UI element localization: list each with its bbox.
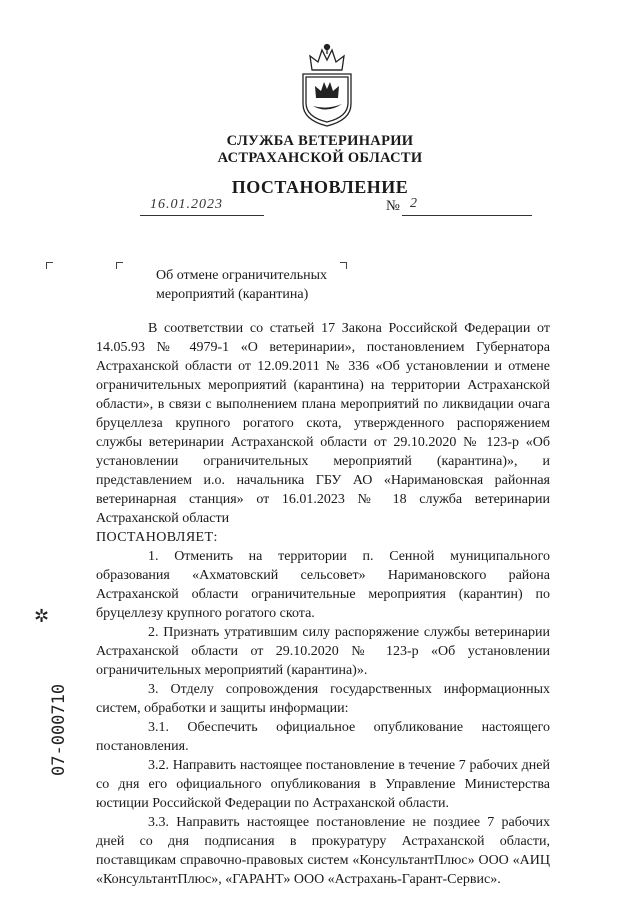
corner-mark-left <box>46 262 53 269</box>
preamble-paragraph: В соответствии со статьей 17 Закона Российской Федерации от 14.05.93 № 4979-1 «О ветеринарии», постановлением Губернатора Астраханской области от 12.09.2011 № 336 «Об установлении и отмене ограничительных мероприятий (карантина) на территории Астраханской области», в связи с выполнением плана мероприятий по ликвидации очага бруцеллеза крупного рогатого скота, утвержденного распоряжением службы ветеринарии Астраханской области от 29.10.2020 № 123-р «Об установлении ограничительных мероприятий (карантина)», и представлением и.о. начальника ГБУ АО «Наримановская районная ветеринарная станция» от 16.01.2023 № 18 служба ветеринарии Астраханской области <box>96 321 550 526</box>
date-field <box>140 199 264 216</box>
item-3-1: 3.1. Обеспечить официальное опубликование настоящего постановления. <box>96 720 550 754</box>
number-field <box>402 196 532 216</box>
document-title: ПОСТАНОВЛЕНИЕ <box>231 177 409 197</box>
subject-line1: Об отмене ограничительных <box>156 268 328 283</box>
agency-name-line2: АСТРАХАНСКОЙ ОБЛАСТИ <box>217 150 423 166</box>
item-3-2: 3.2. Направить настоящее постановление в течение 7 рабочих дней со дня его официального опубликования в Управление Министерства юстиции Российской Федерации по Астраханской области. <box>96 758 550 811</box>
date-value: 16.01.2023 <box>150 197 223 212</box>
item-2: 2. Признать утратившим силу распоряжение службы ветеринарии Астраханской области от 29.10.2020 № 123-р «Об установлении ограничительных мероприятий (карантина)». <box>96 625 550 678</box>
number-label: № <box>386 198 400 214</box>
corner-mark-left-inner <box>116 262 123 269</box>
item-3-3: 3.3. Направить настоящее постановление не поздиее 7 рабочих дней со дня подписания в прокуратуру Астраханской области, поставщикам справочно-правовых систем «КонсультантПлюс» ООО «АИЦ «КонсультантПлюс», «ГАРАНТ» ООО «Астрахань-Гарант-Сервис». <box>96 815 550 887</box>
document-body <box>96 319 550 889</box>
registration-number: 07-000710 <box>49 683 69 776</box>
item-3: 3. Отделу сопровождения государственных информационных систем, обработки и защиты информации: <box>96 682 550 716</box>
asterisk-mark-icon: ✲ <box>34 606 50 626</box>
agency-name-line1: СЛУЖБА ВЕТЕРИНАРИИ <box>226 133 414 149</box>
decree-heading: ПОСТАНОВЛЯЕТ: <box>96 530 218 545</box>
item-1: 1. Отменить на территории п. Сенной муниципального образования «Ахматовский сельсовет» Наримановского района Астраханской области ограничительные мероприятия (карантин) по бруцеллезу крупного рогатого скота. <box>96 549 550 621</box>
document-subject <box>156 266 327 304</box>
registration-stamp <box>34 606 69 776</box>
coat-of-arms-emblem <box>296 40 358 128</box>
subject-line2: мероприятий (карантина) <box>156 287 309 302</box>
number-value: 2 <box>410 196 417 211</box>
corner-mark-right <box>340 262 347 269</box>
